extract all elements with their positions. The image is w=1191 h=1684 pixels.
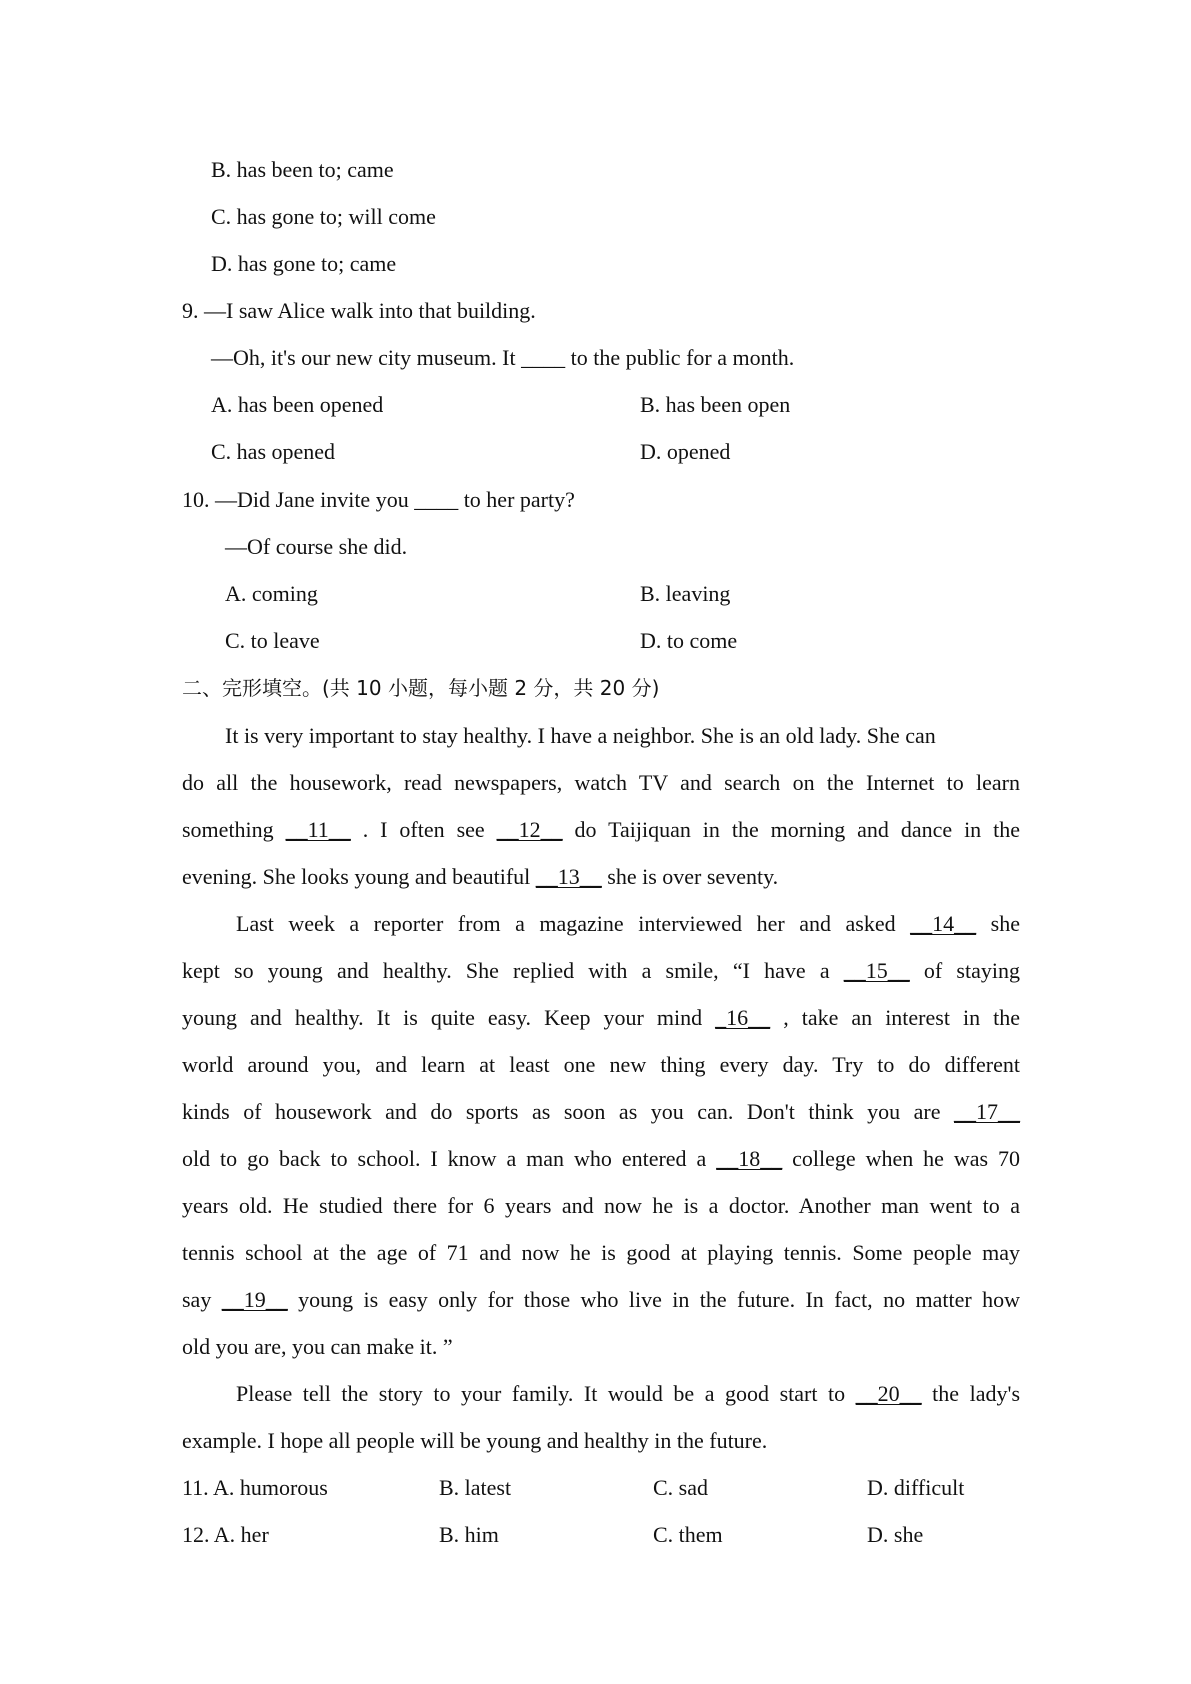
blank-20: __20__: [855, 1381, 922, 1406]
q11-option-d: D. difficult: [867, 1475, 965, 1500]
q10-option-c: C. to leave: [225, 628, 320, 653]
q8-option-d: D. has gone to; came: [211, 251, 397, 276]
passage-line: old you are, you can make it. ”: [182, 1334, 453, 1359]
q9-option-a: A. has been opened: [211, 392, 384, 417]
q8-option-c: C. has gone to; will come: [211, 204, 436, 229]
q9-option-b: B. has been open: [640, 392, 791, 417]
blank-19: __19__: [221, 1287, 288, 1312]
passage-line: example. I hope all people will be young and healthy in the future.: [182, 1428, 768, 1453]
q9-option-d: D. opened: [640, 439, 731, 464]
passage-line: kept so young and healthy. She replied with a smile, “I have a __15__ of staying: [182, 958, 1020, 983]
q12-option-c: C. them: [653, 1522, 723, 1547]
blank-17: __17__: [954, 1099, 1020, 1124]
q9-question: 9. —I saw Alice walk into that building.: [182, 298, 536, 323]
passage-line: kinds of housework and do sports as soon as you can. Don't think you are __17__: [182, 1099, 1020, 1124]
blank-14: __14__: [910, 911, 977, 936]
q10-response: —Of course she did.: [225, 534, 408, 559]
passage-line: Please tell the story to your family. It would be a good start to __20__ the lady's: [236, 1381, 1020, 1406]
q12-option-a: 12. A. her: [182, 1522, 269, 1547]
passage-line: evening. She looks young and beautiful __13__ she is over seventy.: [182, 864, 779, 889]
q11-option-c: C. sad: [653, 1475, 708, 1500]
section-header-cloze: 二、完形填空。(共 10 小题，每小题 2 分，共 20 分): [182, 676, 660, 700]
q9-response: —Oh, it's our new city museum. It ____ to the public for a month.: [211, 345, 795, 370]
blank-16: _16__: [715, 1005, 771, 1030]
q11-option-a: 11. A. humorous: [182, 1475, 328, 1500]
q9-option-c: C. has opened: [211, 439, 336, 464]
blank-11: __11__: [285, 817, 351, 842]
blank-12: __12__: [496, 817, 563, 842]
q12-option-d: D. she: [867, 1522, 924, 1547]
passage-line: young and healthy. It is quite easy. Keep your mind _16__ , take an interest in the: [182, 1005, 1020, 1030]
passage-line: do all the housework, read newspapers, watch TV and search on the Internet to learn: [182, 770, 1020, 795]
passage-line: It is very important to stay healthy. I have a neighbor. She is an old lady. She can: [225, 723, 936, 748]
passage-line: tennis school at the age of 71 and now he is good at playing tennis. Some people may: [182, 1240, 1020, 1265]
passage-line: world around you, and learn at least one new thing every day. Try to do different: [182, 1052, 1020, 1077]
q12-option-b: B. him: [439, 1522, 499, 1547]
blank-15: __15__: [843, 958, 910, 983]
q10-option-a: A. coming: [225, 581, 318, 606]
q10-option-d: D. to come: [640, 628, 738, 653]
blank-18: __18__: [716, 1146, 783, 1171]
q10-option-b: B. leaving: [640, 581, 731, 606]
q11-option-b: B. latest: [439, 1475, 512, 1500]
passage-line: old to go back to school. I know a man who entered a __18__ college when he was 70: [182, 1146, 1021, 1171]
q8-option-b: B. has been to; came: [211, 157, 394, 182]
blank-13: __13__: [535, 864, 602, 889]
q10-question: 10. —Did Jane invite you ____ to her party?: [182, 487, 575, 512]
passage-line: say __19__ young is easy only for those who live in the future. In fact, no matter how: [182, 1287, 1020, 1312]
passage-line: something __11__ . I often see __12__ do Taijiquan in the morning and dance in the: [182, 817, 1020, 842]
passage-line: years old. He studied there for 6 years and now he is a doctor. Another man went to a: [182, 1193, 1020, 1218]
passage-line: Last week a reporter from a magazine interviewed her and asked __14__ she: [236, 911, 1020, 936]
